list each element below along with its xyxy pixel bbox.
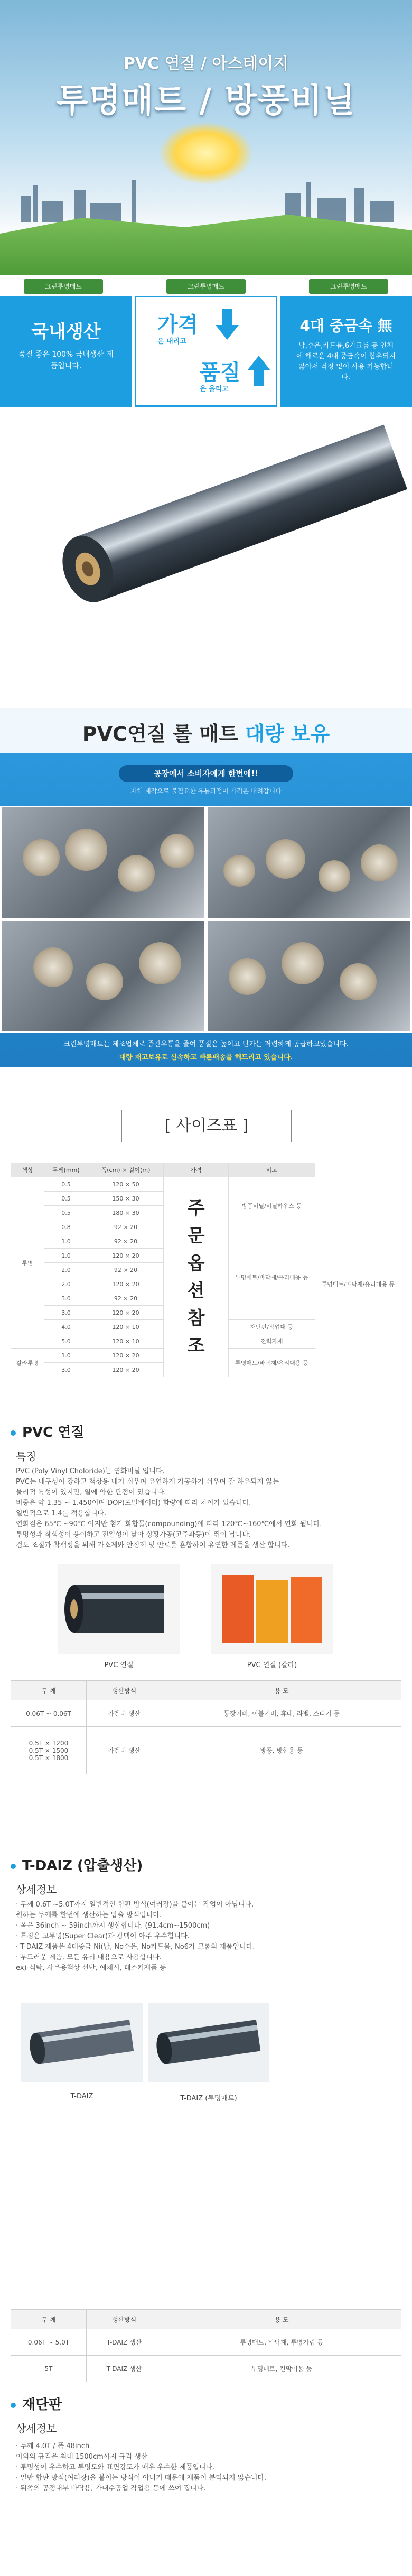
size-cell: 120 × 20 xyxy=(88,1363,164,1377)
tag-left: 크린투명매트 xyxy=(24,279,103,294)
table-cell: 방풍, 방한용 등 xyxy=(162,1727,401,1774)
size-cell: 120 × 20 xyxy=(88,1306,164,1320)
thickness-cell: 5.0 xyxy=(44,1334,88,1349)
banner-text-1: 크린투명매트는 제조업체로 중간유통을 줄여 품질은 높이고 단가는 저렴하게 공급하고있습니다. xyxy=(63,1040,349,1048)
table-row xyxy=(11,1727,401,1774)
pvc-roll-graphic xyxy=(0,412,412,634)
feature-price-quality xyxy=(135,296,277,407)
thickness-cell: 0.8 xyxy=(44,1220,88,1234)
pvc-subheader: 특징 xyxy=(16,1450,36,1463)
size-cell: 180 × 30 xyxy=(88,1206,164,1220)
thickness-cell: 1.0 xyxy=(44,1234,88,1249)
quality-sub: 은 올리고 xyxy=(200,385,229,393)
pvc-col-thickness: 두 께 xyxy=(11,1681,87,1700)
banner-title xyxy=(0,718,412,747)
bulk-stock-banner xyxy=(0,708,412,1067)
price-char: 주 xyxy=(187,1197,205,1219)
col-color: 색상 xyxy=(11,1163,44,1177)
tdaiz-header: T-DAIZ (압출생산) xyxy=(11,1855,143,1874)
thickness-cell: 3.0 xyxy=(44,1363,88,1377)
thickness-cell: 2.0 xyxy=(44,1263,88,1277)
table-cell: 0.06T ~ 0.06T xyxy=(11,1700,87,1727)
table-row xyxy=(11,1700,401,1727)
price-char: 참 xyxy=(187,1307,205,1329)
price-char: 문 xyxy=(187,1225,205,1247)
pvc-color-caption: PVC 연질 (칼라) xyxy=(247,1661,297,1669)
tdaiz-image xyxy=(21,2003,143,2082)
tdaiz-col-usage: 용 도 xyxy=(162,2310,401,2329)
warehouse-photo-2 xyxy=(206,806,412,919)
pvc-col-method: 생산방식 xyxy=(87,1681,162,1700)
warehouse-photo-4 xyxy=(206,919,412,1033)
tdaiz-spec-table xyxy=(11,2309,401,2382)
pvc-spec-table xyxy=(11,1680,401,1774)
note-cell: 투명매트/바닥재/유리대용 등 xyxy=(229,1234,315,1320)
pvc-header: PVC 연질 xyxy=(11,1421,85,1441)
pvc-image xyxy=(58,1564,180,1654)
col-size: 폭(cm) × 길이(m) xyxy=(88,1163,164,1177)
quality-label: 품질 xyxy=(200,360,241,385)
pvc-spec-header xyxy=(11,1681,401,1700)
note-cell: 재단판/작업대 등 xyxy=(229,1320,315,1334)
table-cell: 카렌더 생산 xyxy=(87,1727,162,1774)
banner-text-2: 대량 재고보유로 신속하고 빠른배송을 해드리고 있습니다. xyxy=(119,1054,293,1062)
size-cell: 92 × 20 xyxy=(88,1234,164,1249)
tag-right: 크린투명매트 xyxy=(309,279,388,294)
pvc-color-image xyxy=(211,1564,333,1654)
size-table-header xyxy=(11,1163,401,1177)
warehouse-photo-3 xyxy=(0,919,206,1033)
thickness-cell: 1.0 xyxy=(44,1349,88,1363)
size-cell: 120 × 50 xyxy=(88,1177,164,1192)
tdaiz-col-thickness: 두 께 xyxy=(11,2310,87,2329)
warehouse-photo-1 xyxy=(0,806,206,919)
note-cell: 전력자재 xyxy=(229,1334,315,1349)
ribbon-subtext: 자체 제작으로 불필요한 유통과정이 가격은 내려갑니다 xyxy=(130,787,282,795)
note-cell: 투명매트/바닥재/유리대용 등 xyxy=(315,1277,401,1291)
note-cell: 방풍비닐/비닐하우스 등 xyxy=(229,1177,315,1234)
table-cell: 5T xyxy=(11,2356,87,2382)
pvc-description: PVC (Poly Vinyl Choloride)는 염화비닐 입니다. PVC는 내구성이 강하고 책상용 내기 쉬우며 유연하게 가공하기 쉬우며 잘 하유되지 않는 물리적 특성이 있지만, 열에 약한 단점이 있습니다. 비중은 약 1.35 ~ 1.450이며 DOP(포밀베이터) 함량에 따라 차이가 있습니다. 일반적으로 1.4를 적용합니다. 연화점은 65℃ ~90℃ 이지만 첨가 화합물(compounding)에 따라 120℃~160℃에서 연화 됩니다. 투명성과 착색성이 용이하고 전열성이 낮아 상황가공(고주파등)이 뛰어 납니다. 검도 조절과 착색성을 위해 가소제와 안정제 및 안료를 혼합하여 유연한 제품을 생산 합니다. xyxy=(16,1467,322,1549)
price-cell xyxy=(164,1177,229,1377)
size-cell: 120 × 20 xyxy=(88,1349,164,1363)
banner-title-accent: 대량 보유 xyxy=(245,722,330,746)
tdaiz-subheader: 상세정보 xyxy=(16,1883,57,1896)
price-sub: 은 내리고 xyxy=(157,338,186,346)
banner-heading-bar xyxy=(0,708,412,753)
table-cell: 0.5T × 1200 0.5T × 1500 0.5T × 1800 xyxy=(11,1727,87,1774)
tdaiz-col-method: 생산방식 xyxy=(87,2310,162,2329)
size-cell: 150 × 30 xyxy=(88,1192,164,1206)
table-cell: T-DAIZ 생산 xyxy=(87,2356,162,2382)
tdaiz-mat-caption: T-DAIZ (투명매트) xyxy=(180,2095,237,2103)
col-thickness: 두께(mm) xyxy=(44,1163,88,1177)
jaedan-header: 재단판 xyxy=(11,2394,62,2413)
price-char: 조 xyxy=(187,1335,205,1356)
banner-title-main: PVC연질 롤 매트 xyxy=(82,722,246,746)
color-cell: 투명 xyxy=(11,1177,44,1349)
thickness-cell: 2.0 xyxy=(44,1277,88,1291)
feature-domestic-text: 품질 좋은 100% 국내생산 제품입니다. xyxy=(18,350,114,370)
jaedan-subheader: 상세정보 xyxy=(16,2422,57,2435)
ribbon-label: 공장에서 소비자에게 한번에!! xyxy=(119,765,293,782)
size-cell: 120 × 10 xyxy=(88,1320,164,1334)
table-row xyxy=(11,1177,401,1192)
color-cell: 칼라투명 xyxy=(11,1349,44,1377)
arrow-down-icon xyxy=(216,309,239,340)
thickness-cell: 4.0 xyxy=(44,1320,88,1334)
hero-title: 투명매트 / 방풍비닐 xyxy=(56,81,356,119)
table-cell: T-DAIZ 생산 xyxy=(87,2329,162,2356)
size-cell: 92 × 20 xyxy=(88,1291,164,1306)
table-cell: 통장커버, 이불커버, 휴대, 라벨, 스티커 등 xyxy=(162,1700,401,1727)
table-cell: 투명매트, 바닥재, 투명가림 등 xyxy=(162,2329,401,2356)
pvc-image-caption: PVC 연질 xyxy=(104,1661,134,1669)
hero-subtitle: PVC 연질 / 아스테이지 xyxy=(123,54,289,73)
size-cell: 92 × 20 xyxy=(88,1263,164,1277)
tdaiz-spec-header xyxy=(11,2310,401,2329)
thickness-cell: 0.5 xyxy=(44,1192,88,1206)
feature-metal-title: 4대 중금속 無 xyxy=(299,317,392,334)
product-roll-image xyxy=(0,412,412,634)
table-cell: 투명매트, 컨막이용 등 xyxy=(162,2356,401,2382)
thickness-cell: 3.0 xyxy=(44,1291,88,1306)
col-price: 가격 xyxy=(164,1163,229,1177)
tdaiz-mat-image xyxy=(148,2003,269,2082)
price-char: 션 xyxy=(187,1280,205,1301)
price-char: 옵 xyxy=(187,1252,205,1274)
size-cell: 120 × 20 xyxy=(88,1277,164,1291)
size-cell: 120 × 20 xyxy=(88,1249,164,1263)
thickness-cell: 3.0 xyxy=(44,1306,88,1320)
feature-heavy-metal-free xyxy=(280,296,412,407)
feature-metal-text: 납,수은,카드뮴,6가크롬 등 인체에 해로운 4대 중금속이 함유되지 않아서 걱정 없이 사용 가능합니다. xyxy=(296,342,396,382)
thickness-cell: 0.5 xyxy=(44,1177,88,1192)
table-row xyxy=(11,2329,401,2356)
size-cell: 120 × 10 xyxy=(88,1334,164,1349)
tag-mid: 크린투명매트 xyxy=(166,279,246,294)
jaedan-description: · 두께 4.0T / 폭 48inch 이외의 규격은 최대 1500cm까지 규격 생산 · 투명성이 우수하고 투명도와 표면강도가 매우 우수한 제품입니다. · 일반 합판 방식(여러장)을 붙이는 방식이 아니기 때문에 제품이 분리되지 않습니다. · 뒤쪽의 공정내부 바닥용, 가내수공업 작업용 등에 쓰여 집니다. xyxy=(16,2442,267,2493)
thickness-cell: 1.0 xyxy=(44,1249,88,1263)
tdaiz-description: · 두께 0.6T ~5.0T까지 일반적인 함판 방식(여러장)을 붙이는 작업이 아닙니다. 원하는 두께를 한번에 생산하는 압출 방식입니다. · 폭은 36inch ~ 59inch까지 생산합니다. (91.4cm~1500cm) · 특징은 고투명(Super Clear)과 광택이 아주 우수합니다. · T-DAIZ 제품은 4대중금 Ni(납, No수은, No카드뮴, No6가 크롬의 제품입니다. · 부드러운 제품, 모든 유리 대용으로 사용합니다. ex)-식탁, 사무용책상 선반, 예체시, 데스커제품 등 xyxy=(16,1901,255,1972)
col-note: 비고 xyxy=(229,1163,315,1177)
table-cell: 카렌더 생산 xyxy=(87,1700,162,1727)
note-cell: 투명매트/바닥재/유리대용 등 xyxy=(229,1349,315,1377)
tdaiz-image-caption: T-DAIZ xyxy=(70,2093,93,2100)
size-cell: 92 × 20 xyxy=(88,1220,164,1234)
size-table-title: [ 사이즈표 ] xyxy=(121,1110,292,1142)
thickness-cell: 0.5 xyxy=(44,1206,88,1220)
arrow-up-icon xyxy=(247,356,270,386)
feature-domestic xyxy=(0,296,132,407)
price-label: 가격 xyxy=(157,313,199,337)
table-cell: 0.06T ~ 5.0T xyxy=(11,2329,87,2356)
feature-domestic-title: 국내생산 xyxy=(31,321,101,342)
size-table xyxy=(11,1163,401,1377)
city-skyline-graphic xyxy=(11,174,401,222)
pvc-col-usage: 용 도 xyxy=(162,1681,401,1700)
